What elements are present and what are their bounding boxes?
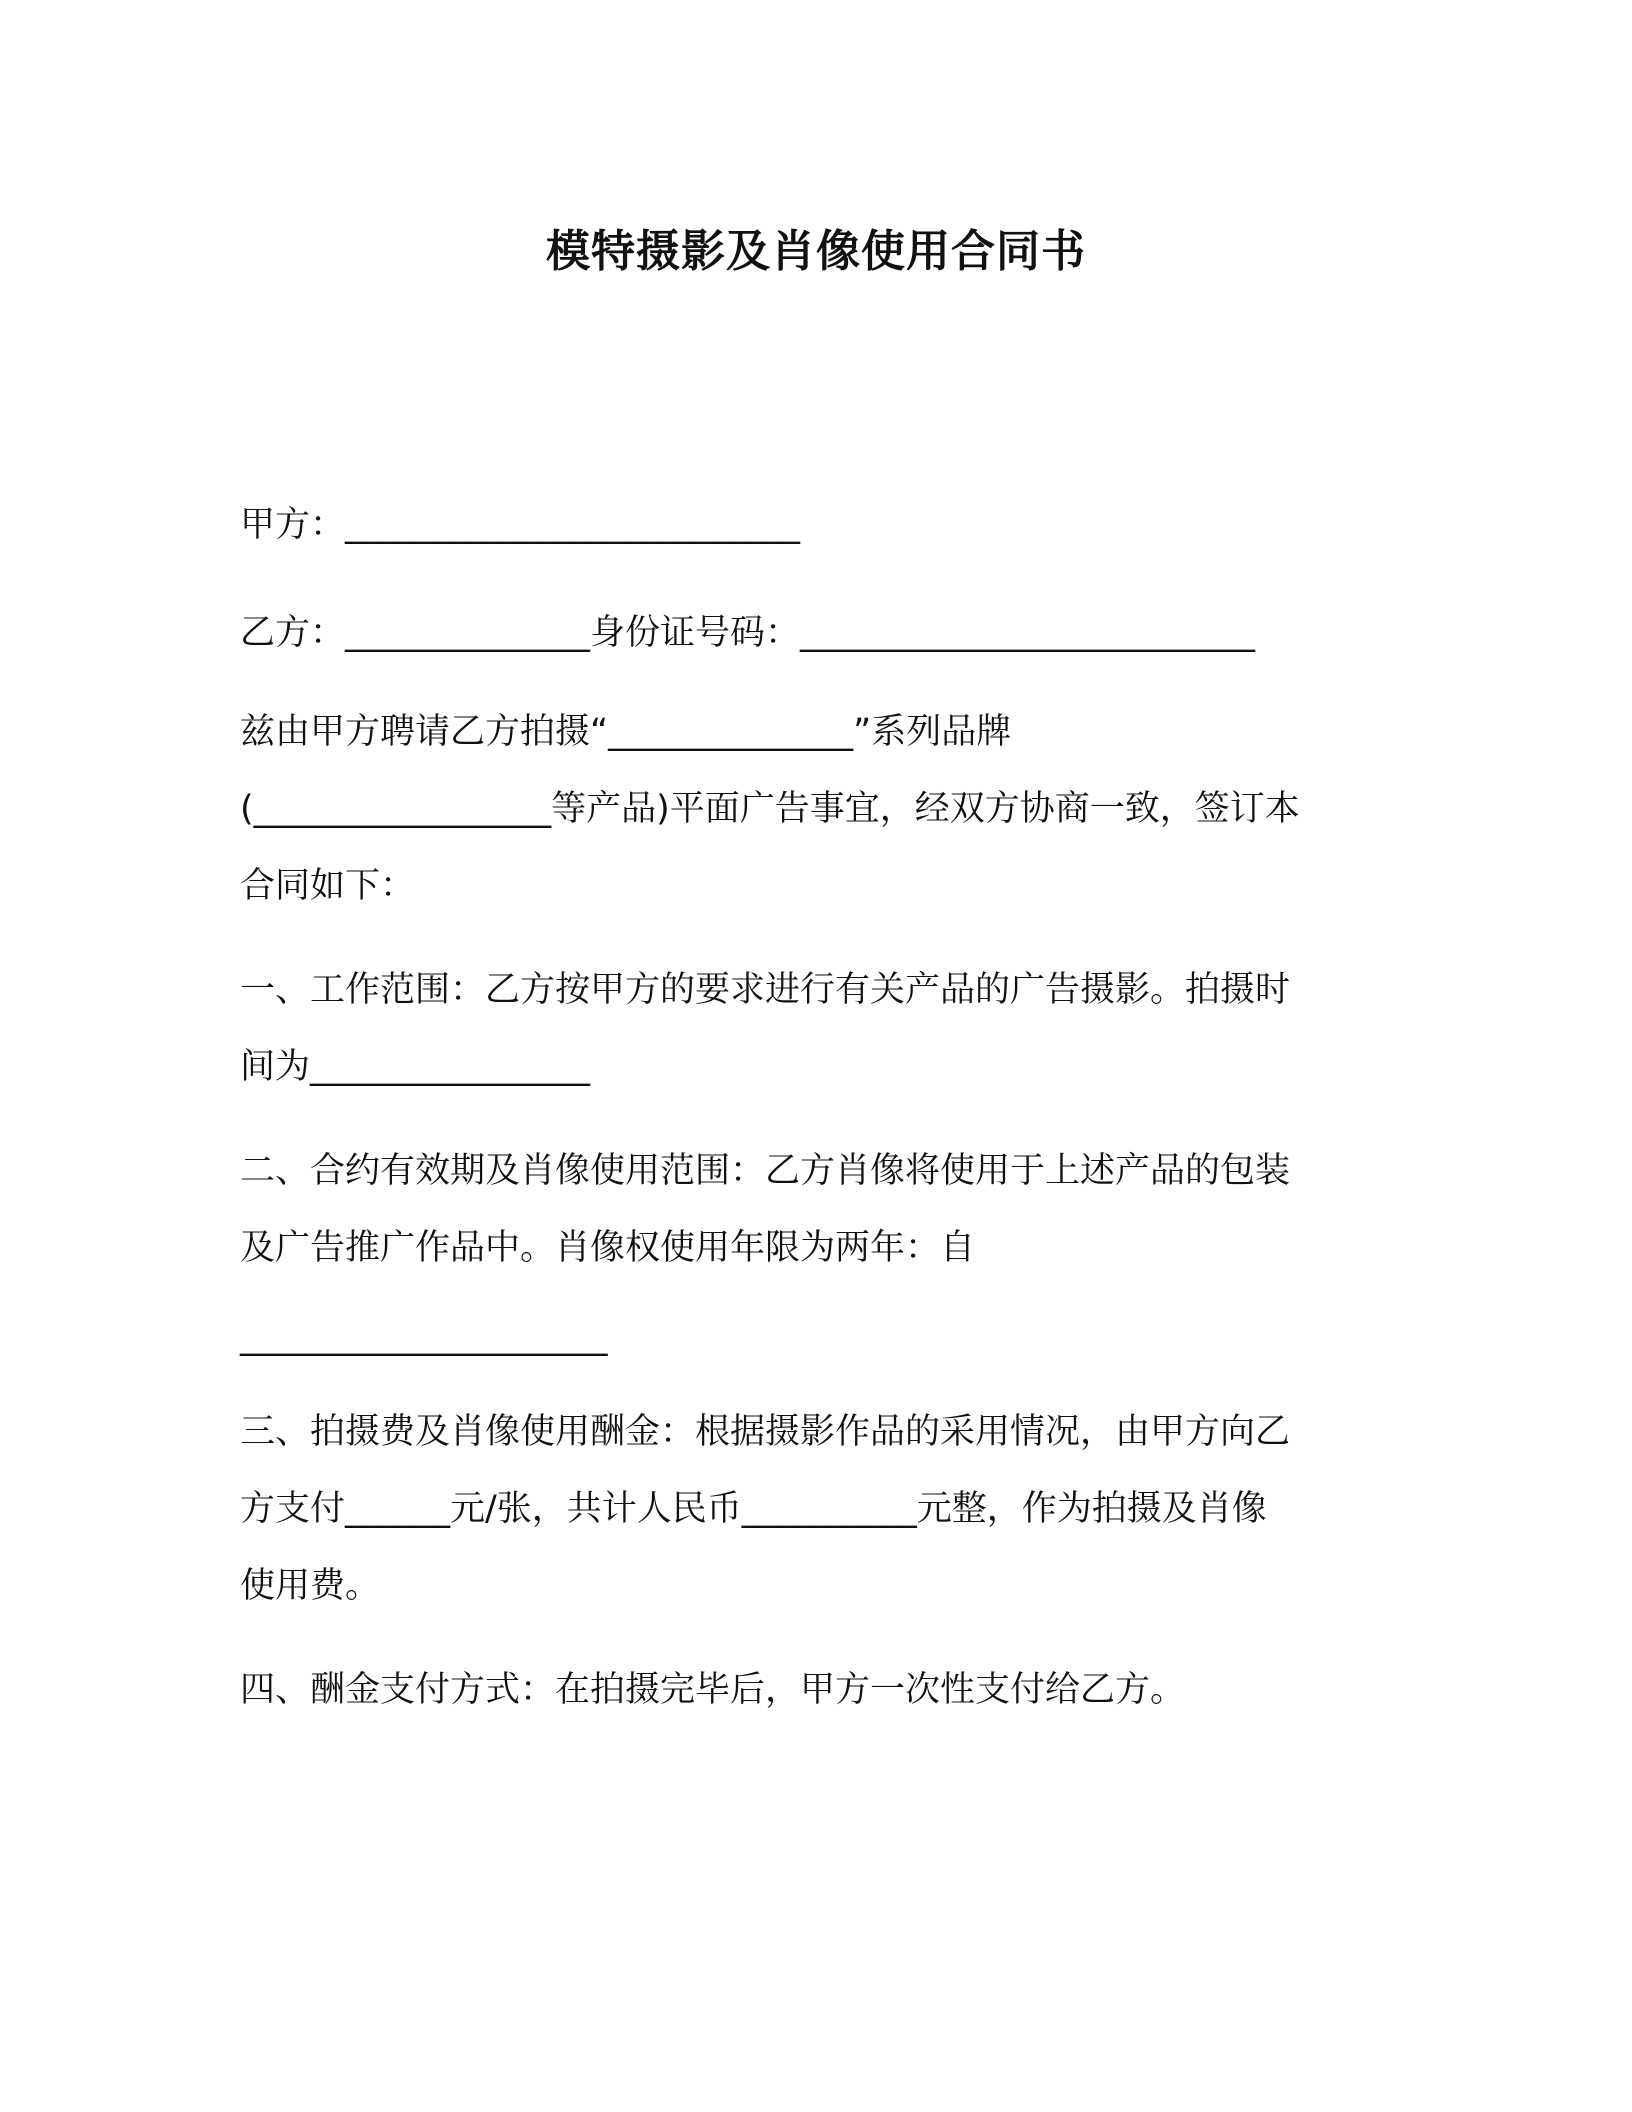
- clause-2-blank-line: _____________________: [240, 1317, 608, 1357]
- clause-2-line-2: 及广告推广作品中。肖像权使用年限为两年：自: [240, 1228, 976, 1268]
- clause-1-line-1: 一、工作范围：乙方按甲方的要求进行有关产品的广告摄影。拍摄时: [240, 970, 1291, 1010]
- preamble-line-2: (_________________等产品)平面广告事宜，经双方协商一致，签订本: [240, 789, 1300, 829]
- preamble-line-1: 兹由甲方聘请乙方拍摄“______________”系列品牌: [240, 712, 1012, 752]
- party-b-line: 乙方：______________身份证号码：__________________________: [240, 613, 1256, 653]
- party-a-line: 甲方：__________________________: [240, 505, 801, 545]
- preamble-line-3: 合同如下：: [240, 866, 416, 906]
- clause-3-line-2: 方支付______元/张，共计人民币__________元整，作为拍摄及肖像: [240, 1489, 1267, 1529]
- clause-3-line-3: 使用费。: [240, 1566, 381, 1606]
- clause-3-line-1: 三、拍摄费及肖像使用酬金：根据摄影作品的采用情况，由甲方向乙: [240, 1412, 1291, 1452]
- clause-1-line-2: 间为________________: [240, 1047, 591, 1087]
- document-title: 模特摄影及肖像使用合同书: [546, 226, 1086, 277]
- clause-2-line-1: 二、合约有效期及肖像使用范围：乙方肖像将使用于上述产品的包装: [240, 1151, 1291, 1191]
- clause-4-line-1: 四、酬金支付方式：在拍摄完毕后，甲方一次性支付给乙方。: [240, 1670, 1186, 1710]
